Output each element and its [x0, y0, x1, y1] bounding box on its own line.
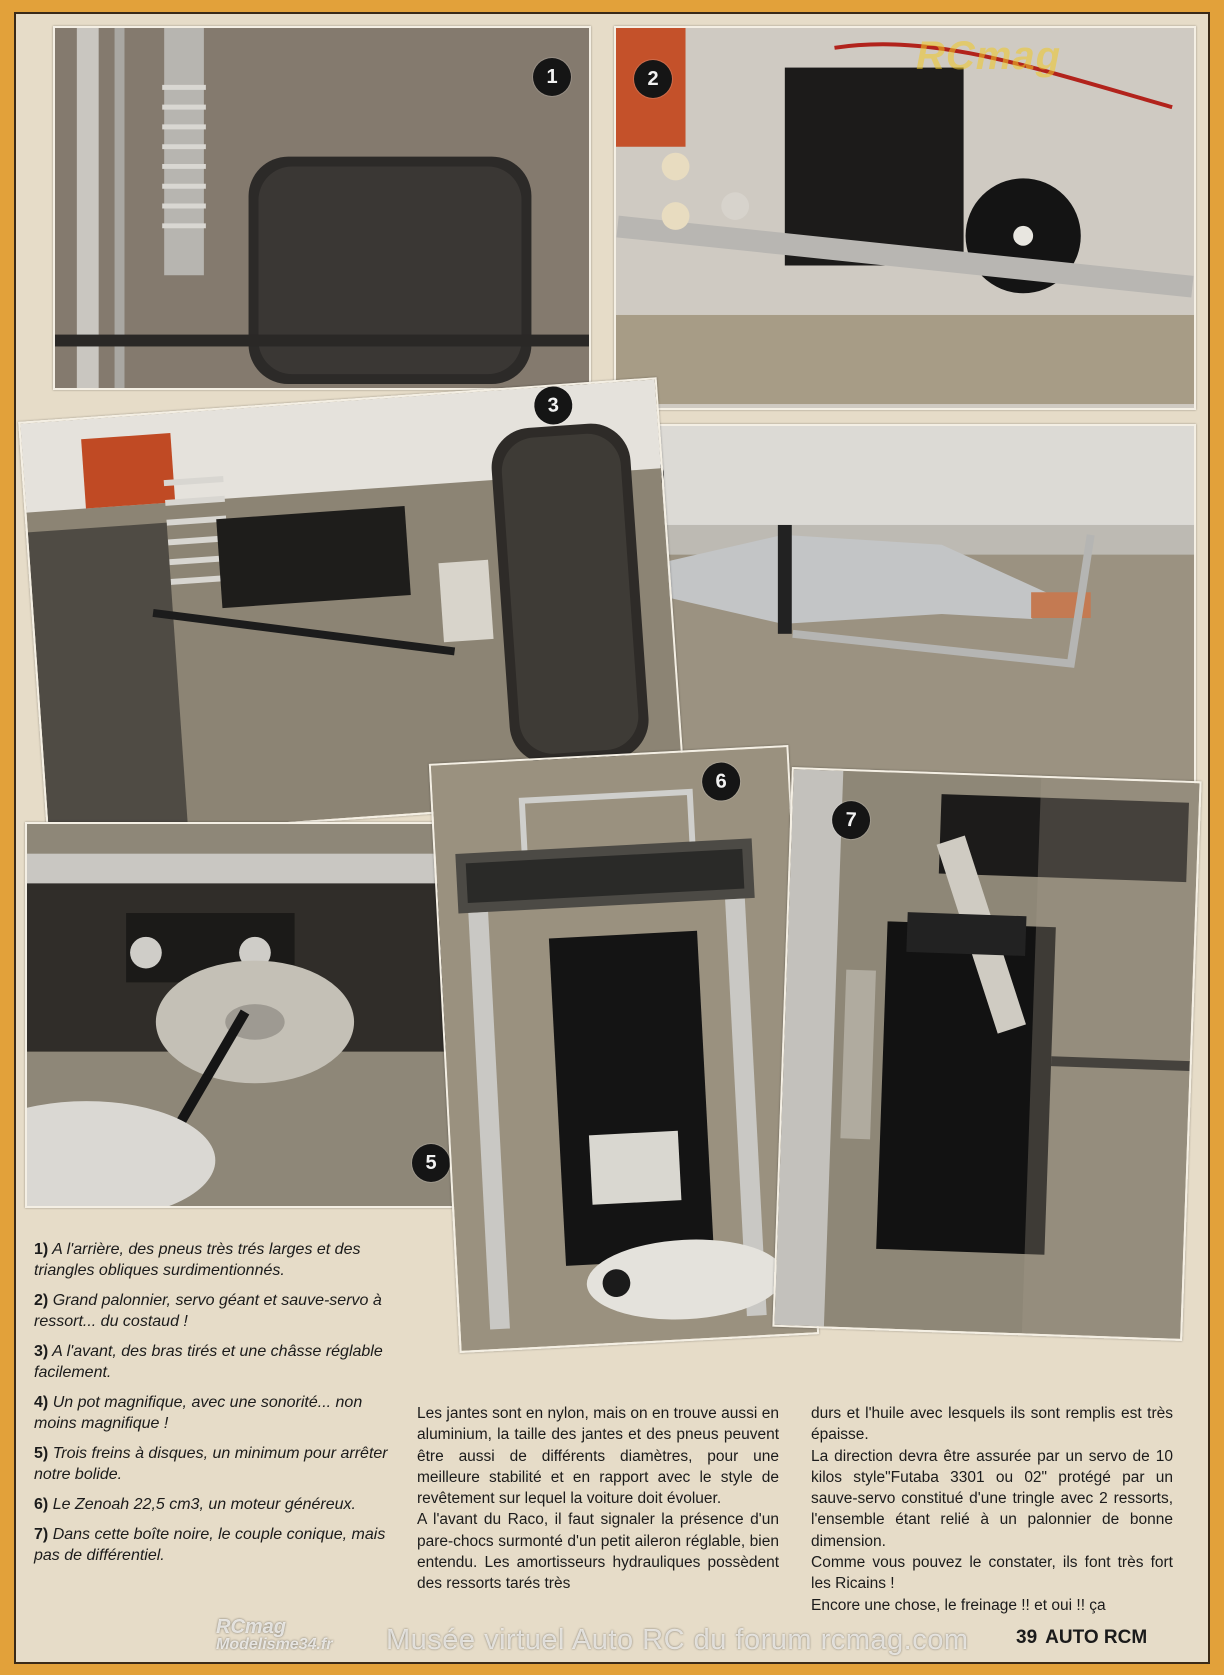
photo-rear-tire [53, 26, 591, 390]
photo-captions [34, 1239, 402, 1575]
rcmag-corner-logo: RCmag [916, 34, 1062, 78]
caption-5: 5) Trois freins à disques, un minimum pour arrêter notre bolide. [34, 1445, 388, 1483]
photo-number-badge: 6 [701, 762, 741, 802]
caption-1: 1) A l'arrière, des pneus très trés larges et des triangles obliques surdimentionnés. [34, 1241, 361, 1279]
magazine-name: AUTO RCM [1045, 1627, 1148, 1648]
article-paragraph: Les jantes sont en nylon, mais on en trouve aussi en aluminium, la taille des jantes et des pneus peuvent être aussi de différents diamètres, pour une meilleure stabilité et en rapport avec le style de revêtement sur lequel la voiture doit évoluer. [417, 1405, 779, 1508]
photo-number-badge: 1 [533, 58, 571, 96]
caption-7: 7) Dans cette boîte noire, le couple conique, mais pas de différentiel. [34, 1526, 386, 1564]
footer-logo-subtitle: Modelisme34.fr [216, 1636, 333, 1653]
photo-servo [614, 26, 1196, 410]
photo-number-badge: 2 [634, 60, 672, 98]
article-paragraph: durs et l'huile avec lesquels ils sont remplis est très épaisse. [811, 1405, 1173, 1444]
article-paragraph: Encore une chose, le freinage !! et oui !! ça [811, 1596, 1106, 1614]
photo-zenoah-engine [429, 745, 819, 1353]
rcmag-footer-logo [216, 1618, 332, 1654]
caption-4: 4) Un pot magnifique, avec une sonorité... non moins magnifique ! [34, 1394, 363, 1432]
photo-number-badge: 3 [533, 385, 574, 426]
page-number: 39 [1016, 1627, 1038, 1648]
article-column-2 [417, 1403, 779, 1595]
photo-number-badge: 7 [831, 800, 870, 839]
caption-3: 3) A l'avant, des bras tirés et une châsse réglable facilement. [34, 1343, 383, 1381]
article-column-3 [811, 1403, 1173, 1616]
photo-disc-brakes [25, 822, 475, 1208]
magazine-page [14, 12, 1210, 1664]
footer-logo-title: RCmag [216, 1616, 287, 1638]
caption-2: 2) Grand palonnier, servo géant et sauve-servo à ressort... du costaud ! [34, 1292, 382, 1330]
article-paragraph: La direction devra être assurée par un servo de 10 kilos style"Futaba 3301 ou 02" protégé par un sauve-servo constitué d'une tringle avec 2 ressorts, l'ensemble étant relié à un palonnier de bonne dimension. [811, 1447, 1173, 1550]
photo-number-badge: 5 [412, 1144, 450, 1182]
page-footer [1016, 1627, 1147, 1649]
photo-gear-box [772, 767, 1201, 1341]
article-paragraph: A l'avant du Raco, il faut signaler la présence d'un pare-chocs surmonté d'un petit aileron réglable, bien entendu. Les amortisseurs hydrauliques possèdent des ressorts tarés très [417, 1511, 779, 1593]
article-paragraph: Comme vous pouvez le constater, ils font très fort les Ricains ! [811, 1554, 1173, 1593]
museum-watermark: Musée virtuel Auto RC du forum rcmag.com [386, 1624, 969, 1656]
caption-6: 6) Le Zenoah 22,5 cm3, un moteur généreux. [34, 1496, 356, 1513]
